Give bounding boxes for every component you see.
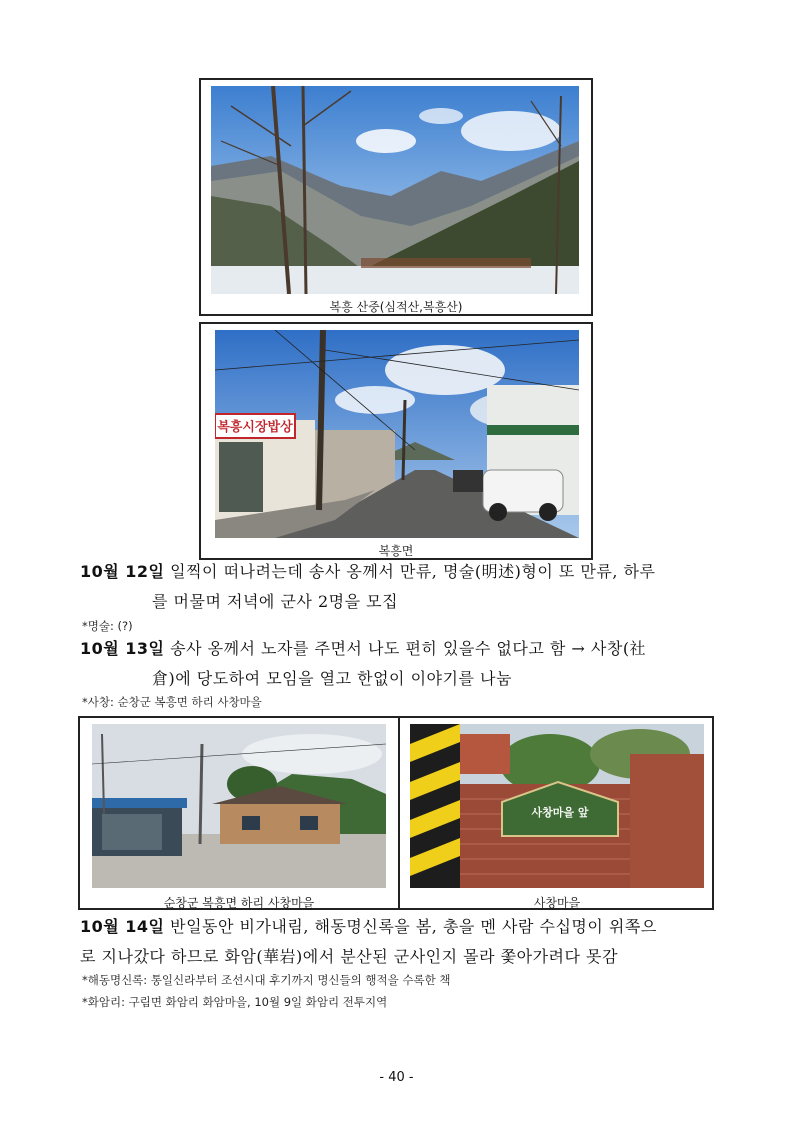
divider xyxy=(398,718,400,908)
sachang-sign-photo xyxy=(410,724,704,888)
entry-date: 10월 14일 xyxy=(80,917,165,936)
entry-text: 송사 옹께서 노자를 주면서 나도 편히 있을수 없다고 함 → 사창(社 xyxy=(170,639,647,658)
diary-entry-oct-13 xyxy=(80,634,730,694)
street-sign-text: 복흥시장밥상 xyxy=(217,420,293,435)
sachang-village-photo xyxy=(92,724,386,888)
entry-text: 일찍이 떠나려는데 송사 옹께서 만류, 명술(明述)형이 또 만류, 하루 xyxy=(170,562,656,581)
photo-caption-mountain: 복흥 산중(심적산,복흥산) xyxy=(329,300,463,314)
entry-text-cont: 로 지나갔다 하므로 화암(華岩)에서 분산된 군사인지 몰라 쫓아가려다 못감 xyxy=(80,947,618,966)
page-number: - 40 - xyxy=(379,1070,414,1085)
entry-date: 10월 13일 xyxy=(80,639,165,658)
entry-text-cont: 를 머물며 저녁에 군사 2명을 모집 xyxy=(152,592,399,611)
footnote-sachang: *사창: 순창군 복흥면 하리 사창마을 xyxy=(82,695,262,709)
photo-caption-street: 복흥면 xyxy=(378,544,414,558)
photo-caption-sachang-village: 순창군 복흥면 하리 사창마을 xyxy=(163,896,315,910)
entry-date: 10월 12일 xyxy=(80,562,165,581)
photo-frame-mountain xyxy=(199,78,593,316)
entry-text-cont: 倉)에 당도하여 모임을 열고 한없이 이야기를 나눔 xyxy=(152,669,512,688)
street-photo xyxy=(215,330,579,538)
footnote-myeongsul: *명술: (?) xyxy=(82,619,133,633)
photo-caption-sachang: 사창마을 xyxy=(533,896,581,910)
mountain-photo xyxy=(211,86,579,294)
footnote-haedong: *해동명신록: 통일신라부터 조선시대 후기까지 명신들의 행적을 수록한 책 xyxy=(82,973,451,987)
diary-entry-oct-14 xyxy=(80,912,730,972)
photo-frame-sachang-pair xyxy=(78,716,714,910)
village-sign-text: 사창마을 앞 xyxy=(531,806,589,819)
diary-entry-oct-12 xyxy=(80,557,730,617)
photo-frame-street xyxy=(199,322,593,560)
entry-text: 반일동안 비가내림, 해동명신록을 봄, 총을 멘 사람 수십명이 위쪽으 xyxy=(170,917,657,936)
footnote-hwaam: *화암리: 구림면 화암리 화암마을, 10월 9일 화암리 전투지역 xyxy=(82,995,388,1009)
